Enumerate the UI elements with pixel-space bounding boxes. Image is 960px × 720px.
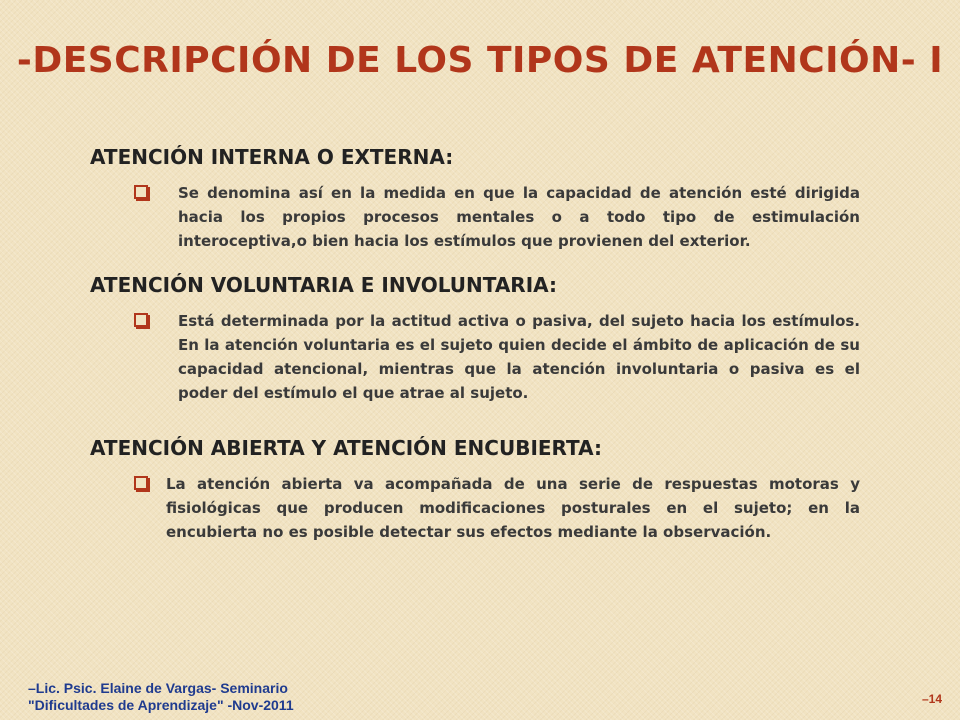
- list-item: [90, 309, 860, 405]
- footer-line-1: –Lic. Psic. Elaine de Vargas- Seminario: [28, 680, 288, 696]
- section-open-covert: [90, 436, 860, 544]
- footer-line-2: "Dificultades de Aprendizaje" -Nov-2011: [28, 697, 294, 713]
- section-heading: ATENCIÓN ABIERTA Y ATENCIÓN ENCUBIERTA:: [90, 436, 602, 460]
- page-number: –14: [921, 692, 942, 706]
- list-item: [90, 181, 860, 253]
- checkbox-bullet-icon: [134, 185, 148, 199]
- list-item: [90, 472, 860, 544]
- section-text: Se denomina así en la medida en que la capacidad de atención esté dirigida hacia los propios procesos mentales o a todo tipo de estimulación interoceptiva,o bien hacia los estímulos que provienen del exterior.: [178, 184, 860, 250]
- section-voluntary-involuntary: [90, 273, 860, 405]
- section-text: La atención abierta va acompañada de una serie de respuestas motoras y fisiológicas que producen modificaciones posturales en el sujeto; en la encubierta no es posible detectar sus efectos mediante la observación.: [166, 475, 860, 541]
- slide-title: -DESCRIPCIÓN DE LOS TIPOS DE ATENCIÓN- I: [16, 40, 944, 81]
- footer-credits: [28, 680, 294, 714]
- section-text: Está determinada por la actitud activa o pasiva, del sujeto hacia los estímulos. En la atención voluntaria es el sujeto quien decide el ámbito de aplicación de su capacidad atencional, mientras que la atención involuntaria o pasiva es el poder del estímulo el que atrae al sujeto.: [178, 312, 860, 402]
- section-internal-external: [90, 145, 860, 253]
- checkbox-bullet-icon: [134, 313, 148, 327]
- section-heading: ATENCIÓN VOLUNTARIA E INVOLUNTARIA:: [90, 273, 557, 297]
- checkbox-bullet-icon: [134, 476, 148, 490]
- section-heading: ATENCIÓN INTERNA O EXTERNA:: [90, 145, 454, 169]
